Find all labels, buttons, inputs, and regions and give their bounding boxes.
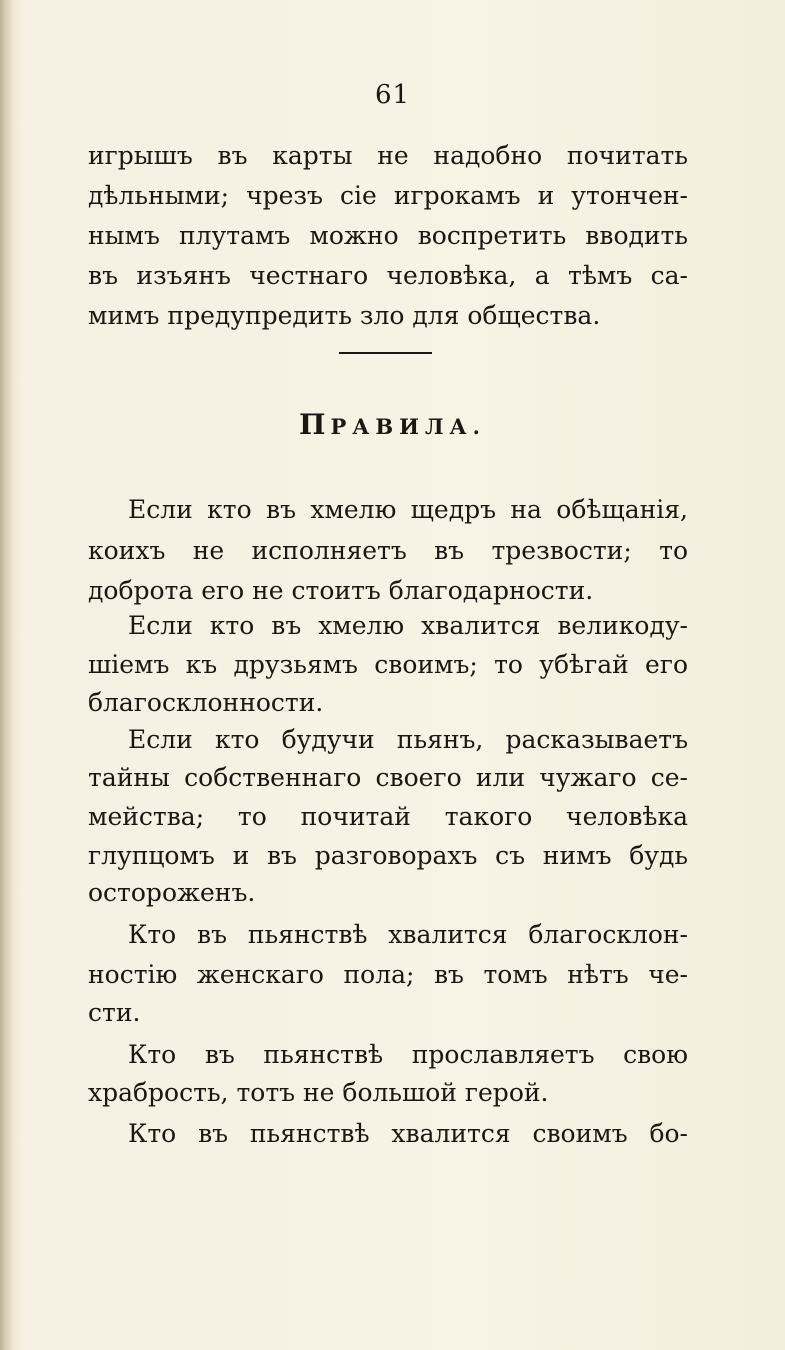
intro-line-1: игрышъ въ карты не надобно почитать xyxy=(88,141,688,170)
page-spine-shadow xyxy=(0,0,14,1350)
rule-line-12: Кто въ пьянствѣ хвалится благосклон- xyxy=(128,920,688,949)
section-heading-initial: П xyxy=(299,408,331,441)
rule-line-2: коихъ не исполняетъ въ трезвости; то xyxy=(88,536,688,565)
rule-line-10: глупцомъ и въ разговорахъ съ нимъ будь xyxy=(88,841,688,870)
rule-line-13: ностію женскаго пола; въ томъ нѣтъ че- xyxy=(88,960,688,989)
rule-line-9: мейства; то почитай такого человѣка xyxy=(88,802,688,831)
rule-line-3: доброта его не стоитъ благодарности. xyxy=(88,576,594,605)
page-number: 61 xyxy=(374,80,411,110)
rule-line-15: Кто въ пьянствѣ прославляетъ свою xyxy=(128,1040,688,1069)
rule-line-7: Если кто будучи пьянъ, расказываетъ xyxy=(128,725,688,754)
rule-line-17: Кто въ пьянствѣ хвалится своимъ бо- xyxy=(128,1119,688,1148)
intro-line-4: въ изъянъ честнаго человѣка, а тѣмъ са- xyxy=(88,261,688,290)
section-heading-rest: РАВИЛА. xyxy=(330,414,486,439)
rule-line-16: храбрость, тотъ не большой герой. xyxy=(88,1078,549,1107)
intro-line-5: мимъ предупредить зло для общества. xyxy=(88,301,601,330)
intro-line-3: нымъ плутамъ можно воспретить вводить xyxy=(88,221,688,250)
intro-line-2: дѣльными; чрезъ сіе игрокамъ и утончен- xyxy=(88,181,688,210)
rule-line-11: остороженъ. xyxy=(88,878,256,907)
rule-line-14: сти. xyxy=(88,998,141,1027)
section-divider xyxy=(339,352,432,354)
rule-line-5: шіемъ къ друзьямъ своимъ; то убѣгай его xyxy=(88,650,688,679)
rule-line-4: Если кто въ хмелю хвалится великоду- xyxy=(128,611,688,640)
rule-line-6: благосклонности. xyxy=(88,688,324,717)
rule-line-8: тайны собственнаго своего или чужаго се- xyxy=(88,763,688,792)
section-heading xyxy=(0,408,785,441)
rule-line-1: Если кто въ хмелю щедръ на обѣщанія, xyxy=(128,495,688,524)
